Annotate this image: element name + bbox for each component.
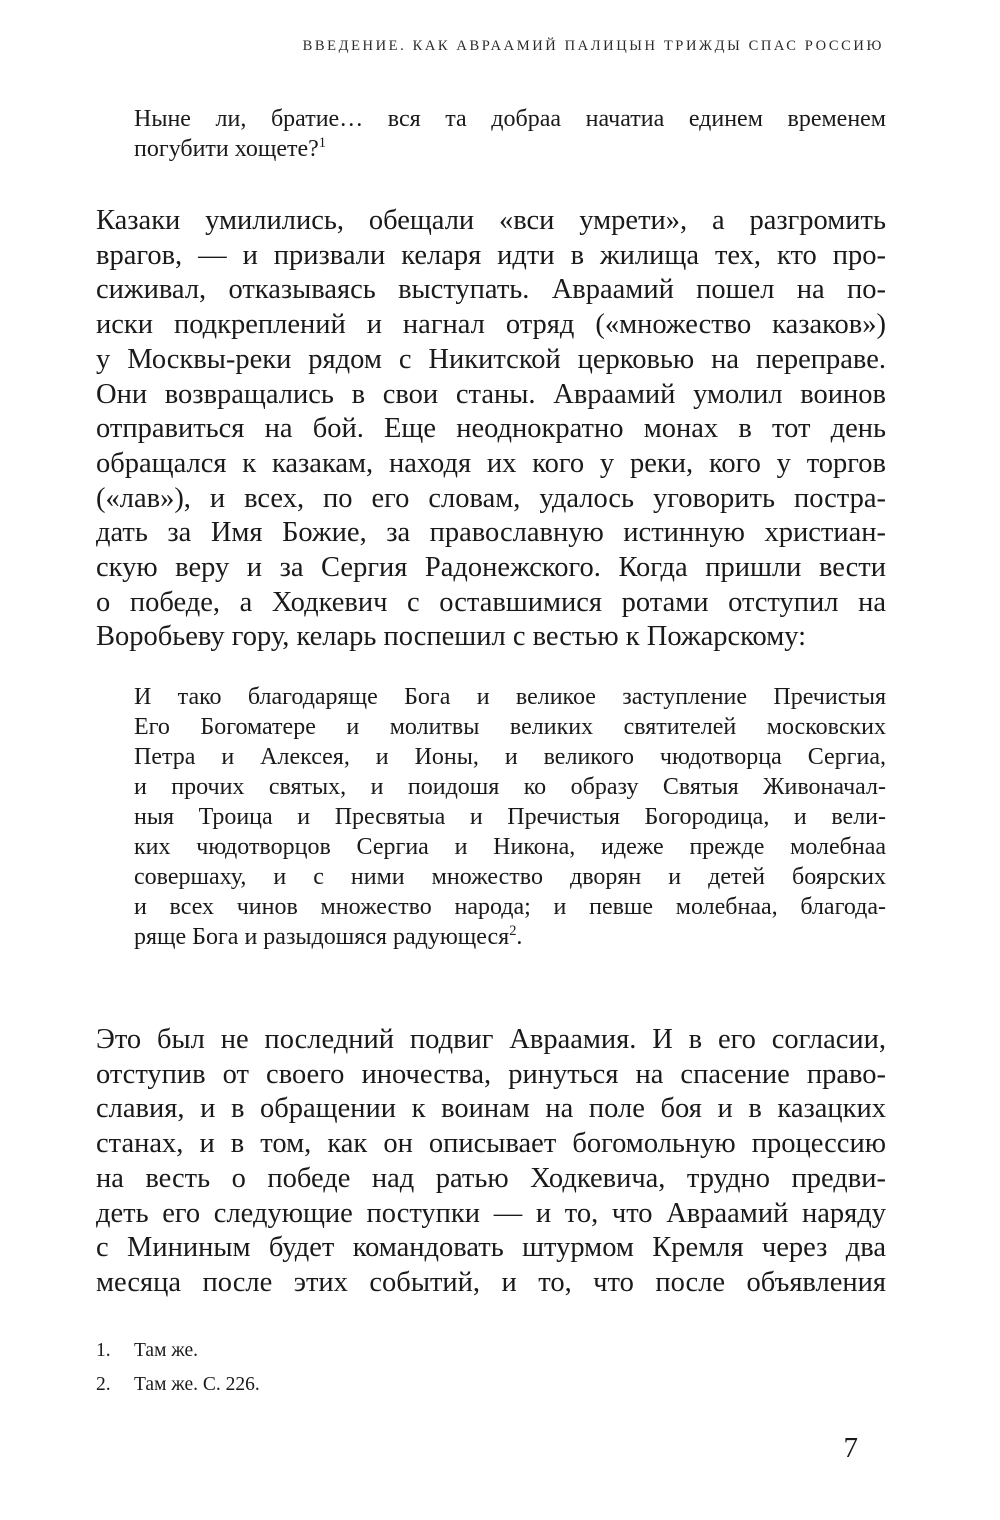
paragraph-line: на весть о победе над ратью Ходкевича, трудно предви- xyxy=(96,1162,886,1194)
quote-line: Его Богоматере и молитвы великих святителей московских xyxy=(134,714,886,740)
quote-line: И тако благодаряще Бога и великое заступление Пречистыя xyxy=(134,684,886,710)
quote-line: совершаху, и с ними множество дворян и детей боярских xyxy=(134,864,886,890)
paragraph-line: славия, и в обращении к воинам на поле боя и в казацких xyxy=(96,1093,886,1125)
paragraph-line: Они возвращались в свои станы. Авраамий умолил воинов xyxy=(96,378,886,410)
paragraph-1 xyxy=(96,204,886,655)
running-head: ВВЕДЕНИЕ. КАК АВРААМИЙ ПАЛИЦЫН ТРИЖДЫ СПАС РОССИЮ xyxy=(302,38,884,54)
quote-line-text: ряще Бога и разыдошяся радующеся xyxy=(134,924,510,950)
paragraph-line: скую веру и за Сергия Радонежского. Когда пришли вести xyxy=(96,552,886,584)
paragraph-line: отправиться на бой. Еще неоднократно монах в тот день xyxy=(96,413,886,445)
paragraph-line: («лав»), и всех, по его словам, удалось уговорить постра- xyxy=(96,482,886,514)
footnote-number: 2. xyxy=(96,1374,111,1395)
quote-line: Петра и Алексея, и Ионы, и великого чюдотворца Сергиа, xyxy=(134,744,886,770)
paragraph-line: сиживал, отказываясь выступать. Авраамий пошел на по- xyxy=(96,274,886,306)
paragraph-line: о победе, а Ходкевич с оставшимися ротами отступил на xyxy=(96,586,886,618)
quote-line: ких чюдотворцов Сергиа и Никона, идеже прежде молебнаа xyxy=(134,834,886,860)
paragraph-line: Это был не последний подвиг Авраамия. И в его согласии, xyxy=(96,1024,886,1055)
block-quote-1 xyxy=(134,104,886,164)
footnote-text: Там же. С. 226. xyxy=(134,1374,260,1395)
paragraph-line: деть его следующие поступки — и то, что Авраамий наряду xyxy=(96,1197,886,1229)
paragraph-line: Воробьеву гору, келарь поспешил с вестью к Пожарскому: xyxy=(96,621,807,653)
paragraph-line: обращался к казакам, находя их кого у реки, кого у торгов xyxy=(96,447,886,479)
quote-line-last: ряще Бога и разыдошяся радующеся$^2$. xyxy=(134,923,523,950)
footnote-number: 1. xyxy=(96,1340,111,1361)
quote-line: ныя Троица и Пресвятыа и Пречистыя Богородица, и вели- xyxy=(134,804,886,830)
paragraph-line: у Москвы-реки рядом с Никитской церковью на переправе. xyxy=(96,343,886,375)
quote-line: Ныне ли, братие… вся та добраа начатиа единем временем xyxy=(134,106,886,132)
paragraph-line: Казаки умилились, обещали «вси умрети», а разгромить xyxy=(96,205,886,236)
footnote-ref[interactable]: 2 xyxy=(509,923,517,939)
footnote xyxy=(96,1368,886,1402)
paragraph-line: дать за Имя Божие, за православную истинную христиан- xyxy=(96,517,886,549)
page-number: 7 xyxy=(843,1432,858,1464)
footnote-ref[interactable]: 1 xyxy=(318,135,326,151)
paragraph-line: иски подкреплений и нагнал отряд («множество казаков») xyxy=(96,309,886,341)
paragraph-2 xyxy=(96,1023,886,1301)
paragraph-line: с Мининым будет командовать штурмом Кремля через два xyxy=(96,1232,886,1264)
quote-line-text: погубити хощете? xyxy=(134,136,319,162)
paragraph-line: месяца после этих событий, и то, что после объявления xyxy=(96,1266,886,1298)
quote-line: и прочих святых, и поидошя ко образу Святыя Живоначал- xyxy=(134,774,886,800)
footnotes xyxy=(96,1334,886,1402)
paragraph-line: врагов, — и призвали келаря идти в жилища тех, кто про- xyxy=(96,239,886,271)
footnote-text: Там же. xyxy=(134,1340,199,1361)
quote-line: и всех чинов множество народа; и певше молебнаа, благода- xyxy=(134,894,886,920)
footnote xyxy=(96,1334,886,1368)
quote-line-last xyxy=(134,134,886,164)
paragraph-line: станах, и в том, как он описывает богомольную процессию xyxy=(96,1128,886,1160)
block-quote-2 xyxy=(134,682,886,952)
paragraph-line: отступив от своего иночества, ринуться на спасение право- xyxy=(96,1058,886,1090)
